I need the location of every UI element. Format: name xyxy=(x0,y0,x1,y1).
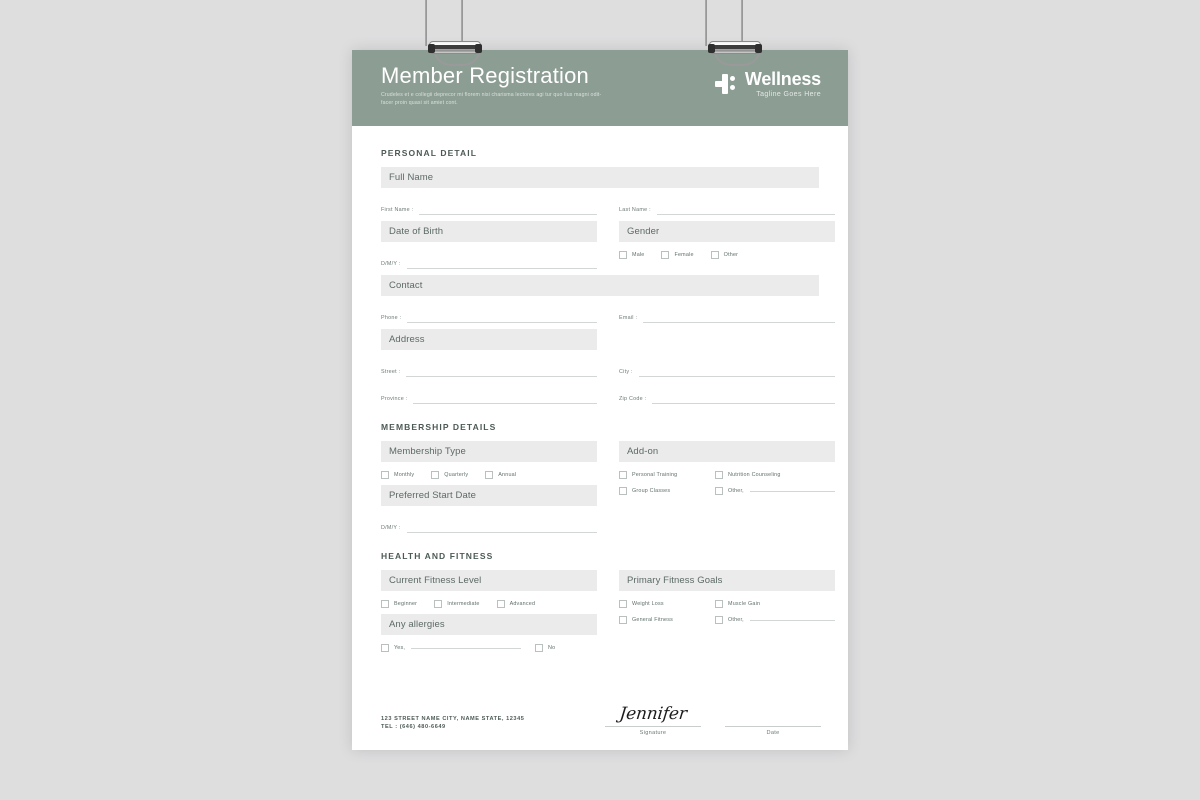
checkbox-label: Advanced xyxy=(509,601,536,607)
input-line-last-name[interactable] xyxy=(657,213,835,215)
field-zip-code[interactable] xyxy=(619,382,835,404)
checkbox-label: Group Classes xyxy=(632,488,671,494)
label-first-name: First Name : xyxy=(381,207,414,213)
checkbox-addon-personal-training[interactable] xyxy=(619,471,715,479)
signature-area xyxy=(605,705,821,736)
checkbox-label: Other, xyxy=(728,488,744,494)
label-start-date-format: D/M/Y : xyxy=(381,525,401,531)
field-bar-date-of-birth: Date of Birth xyxy=(381,221,597,242)
field-email[interactable] xyxy=(619,301,835,323)
checkbox-icon[interactable] xyxy=(661,251,669,259)
checkbox-icon[interactable] xyxy=(715,471,723,479)
label-zip-code: Zip Code : xyxy=(619,396,647,402)
field-preferred-start-date[interactable] xyxy=(381,511,597,533)
checkbox-icon[interactable] xyxy=(434,600,442,608)
field-bar-any-allergies: Any allergies xyxy=(381,614,597,635)
checkbox-icon[interactable] xyxy=(715,600,723,608)
checkbox-label: Annual xyxy=(498,472,517,478)
checkbox-icon[interactable] xyxy=(619,616,627,624)
fitness-level-options xyxy=(381,600,597,608)
checkbox-icon[interactable] xyxy=(485,471,493,479)
checkbox-addon-other[interactable] xyxy=(715,487,835,495)
registration-form-page xyxy=(352,50,848,750)
checkbox-fitness-intermediate[interactable] xyxy=(434,600,479,608)
form-body xyxy=(352,126,848,652)
checkbox-icon[interactable] xyxy=(619,487,627,495)
field-bar-address: Address xyxy=(381,329,597,350)
section-membership-details xyxy=(381,422,819,533)
checkbox-label: Female xyxy=(674,252,694,258)
field-phone[interactable] xyxy=(381,301,597,323)
checkbox-gender-male[interactable] xyxy=(619,251,644,259)
address-line-1: 123 STREET NAME CITY, NAME STATE, 12345 xyxy=(381,715,525,722)
input-line-province[interactable] xyxy=(413,402,597,404)
col-dob xyxy=(381,221,597,269)
gender-options xyxy=(619,251,835,259)
brand-tagline: Tagline Goes Here xyxy=(756,91,821,98)
company-address xyxy=(381,715,571,736)
col-city xyxy=(619,350,835,377)
field-bar-membership-type: Membership Type xyxy=(381,441,597,462)
checkbox-icon[interactable] xyxy=(715,487,723,495)
checkbox-label: Quarterly xyxy=(444,472,469,478)
date-line[interactable] xyxy=(725,725,821,727)
label-street: Street : xyxy=(381,369,401,375)
col-province xyxy=(381,377,597,404)
label-province: Province : xyxy=(381,396,408,402)
page-title: Member Registration xyxy=(381,63,589,88)
membership-type-options xyxy=(381,471,597,479)
form-footer xyxy=(381,705,821,736)
checkbox-membership-quarterly[interactable] xyxy=(431,471,468,479)
field-bar-contact: Contact xyxy=(381,275,819,296)
col-addon xyxy=(619,441,835,533)
addon-options-row-2 xyxy=(619,487,835,495)
row-health xyxy=(381,570,819,652)
input-line-first-name[interactable] xyxy=(419,213,597,215)
field-bar-addon: Add-on xyxy=(619,441,835,462)
checkbox-icon[interactable] xyxy=(497,600,505,608)
checkbox-goal-muscle-gain[interactable] xyxy=(715,600,835,608)
input-line-goal-other[interactable] xyxy=(750,619,835,621)
field-city[interactable] xyxy=(619,355,835,377)
field-bar-full-name: Full Name xyxy=(381,167,819,188)
brand-lockup xyxy=(715,70,821,98)
input-line-addon-other[interactable] xyxy=(750,490,835,492)
input-line-phone[interactable] xyxy=(407,321,597,323)
row-province-zip xyxy=(381,377,819,404)
col-street xyxy=(381,350,597,377)
label-phone: Phone : xyxy=(381,315,402,321)
checkbox-icon[interactable] xyxy=(619,251,627,259)
checkbox-icon[interactable] xyxy=(535,644,543,652)
page-subtitle: Crudeles et e collegii deprecor mi florem nisi charisma lectores agi tur quo lius magni odit-facer proin quasi sit amiet cont. xyxy=(381,92,602,106)
field-last-name[interactable] xyxy=(619,193,835,215)
checkbox-label: Other, xyxy=(728,617,744,623)
checkbox-label: Monthly xyxy=(394,472,415,478)
checkbox-icon[interactable] xyxy=(711,251,719,259)
label-dob-format: D/M/Y : xyxy=(381,261,401,267)
row-membership xyxy=(381,441,819,533)
checkbox-label: Personal Training xyxy=(632,472,678,478)
checkbox-icon[interactable] xyxy=(431,471,439,479)
wellness-cross-icon xyxy=(715,72,739,96)
row-dob-gender xyxy=(381,221,819,269)
hanger-clamp-left xyxy=(425,0,485,58)
addon-options-row-1 xyxy=(619,471,835,479)
checkbox-allergies-yes[interactable] xyxy=(381,644,521,652)
label-last-name: Last Name : xyxy=(619,207,651,213)
clamp-end-left xyxy=(708,44,715,53)
col-last-name xyxy=(619,188,835,215)
checkbox-fitness-advanced[interactable] xyxy=(497,600,536,608)
hanger-wire-left xyxy=(705,0,707,46)
clamp-bar xyxy=(712,45,758,49)
col-address-bar xyxy=(381,329,597,350)
col-address-spacer xyxy=(619,329,835,350)
label-email: Email : xyxy=(619,315,638,321)
row-address-bar xyxy=(381,329,819,350)
date-caption: Date xyxy=(766,730,780,736)
field-bar-current-fitness-level: Current Fitness Level xyxy=(381,570,597,591)
checkbox-icon[interactable] xyxy=(381,644,389,652)
checkbox-gender-other[interactable] xyxy=(711,251,738,259)
clamp-bar xyxy=(432,45,478,49)
brand-name: Wellness xyxy=(744,69,821,89)
col-fitness-goals xyxy=(619,570,835,652)
input-line-start-date[interactable] xyxy=(407,531,597,533)
hanger-clamp-right xyxy=(705,0,765,58)
col-fitness-level xyxy=(381,570,597,652)
col-email xyxy=(619,296,835,323)
clamp-end-right xyxy=(475,44,482,53)
field-bar-primary-fitness-goals: Primary Fitness Goals xyxy=(619,570,835,591)
checkbox-label: No xyxy=(548,645,556,651)
input-line-email[interactable] xyxy=(643,321,835,323)
goals-options-row-1 xyxy=(619,600,835,608)
section-personal-detail xyxy=(381,148,819,404)
col-membership-type xyxy=(381,441,597,533)
section-title-health: HEALTH AND FITNESS xyxy=(381,551,494,561)
checkbox-label: Intermediate xyxy=(447,601,480,607)
col-gender xyxy=(619,221,835,269)
checkbox-addon-group-classes[interactable] xyxy=(619,487,715,495)
form-header xyxy=(352,50,848,126)
brand-text xyxy=(745,70,821,98)
hanger-wire-left xyxy=(425,0,427,46)
clamp-end-right xyxy=(755,44,762,53)
signature-line[interactable] xyxy=(605,725,701,727)
address-line-2: TEL : (646) 480-6649 xyxy=(381,724,446,731)
checkbox-label: Other xyxy=(723,252,739,258)
checkbox-icon[interactable] xyxy=(619,600,627,608)
input-line-dob[interactable] xyxy=(407,267,597,269)
input-line-zip-code[interactable] xyxy=(652,402,835,404)
signature-caption: Signature xyxy=(639,730,667,736)
signature-block[interactable] xyxy=(605,705,701,736)
checkbox-label: General Fitness xyxy=(632,617,674,623)
section-health-and-fitness xyxy=(381,551,819,652)
col-phone xyxy=(381,296,597,323)
col-zip xyxy=(619,377,835,404)
checkbox-membership-monthly[interactable] xyxy=(381,471,414,479)
checkbox-goal-general-fitness[interactable] xyxy=(619,616,715,624)
checkbox-icon[interactable] xyxy=(715,616,723,624)
row-names xyxy=(381,188,819,215)
checkbox-label: Yes, xyxy=(394,645,406,651)
field-first-name[interactable] xyxy=(381,193,597,215)
field-bar-preferred-start-date: Preferred Start Date xyxy=(381,485,597,506)
row-phone-email xyxy=(381,296,819,323)
checkbox-allergies-no[interactable] xyxy=(535,644,555,652)
label-city: City : xyxy=(619,369,633,375)
input-line-allergies-detail[interactable] xyxy=(411,647,521,649)
checkbox-icon[interactable] xyxy=(619,471,627,479)
checkbox-membership-annual[interactable] xyxy=(485,471,516,479)
clamp-end-left xyxy=(428,44,435,53)
section-title-membership: MEMBERSHIP DETAILS xyxy=(381,422,497,432)
goals-options-row-2 xyxy=(619,616,835,624)
row-street-city xyxy=(381,350,819,377)
checkbox-goal-weight-loss[interactable] xyxy=(619,600,715,608)
checkbox-label: Male xyxy=(632,252,645,258)
section-title-personal: PERSONAL DETAIL xyxy=(381,148,477,158)
signature-script: Jennifer xyxy=(618,704,688,724)
checkbox-addon-nutrition-counseling[interactable] xyxy=(715,471,835,479)
field-street[interactable] xyxy=(381,355,597,377)
checkbox-icon[interactable] xyxy=(381,471,389,479)
checkbox-label: Muscle Gain xyxy=(728,601,761,607)
field-dob[interactable] xyxy=(381,247,597,269)
checkbox-label: Beginner xyxy=(394,601,418,607)
hanger-wire-right xyxy=(461,0,463,46)
checkbox-label: Weight Loss xyxy=(632,601,664,607)
date-block[interactable] xyxy=(725,705,821,736)
col-first-name xyxy=(381,188,597,215)
checkbox-icon[interactable] xyxy=(381,600,389,608)
checkbox-gender-female[interactable] xyxy=(661,251,693,259)
field-province[interactable] xyxy=(381,382,597,404)
field-bar-gender: Gender xyxy=(619,221,835,242)
checkbox-fitness-beginner[interactable] xyxy=(381,600,417,608)
allergies-options xyxy=(381,644,597,652)
checkbox-goal-other[interactable] xyxy=(715,616,835,624)
hanger-wire-right xyxy=(741,0,743,46)
checkbox-label: Nutrition Counseling xyxy=(728,472,781,478)
